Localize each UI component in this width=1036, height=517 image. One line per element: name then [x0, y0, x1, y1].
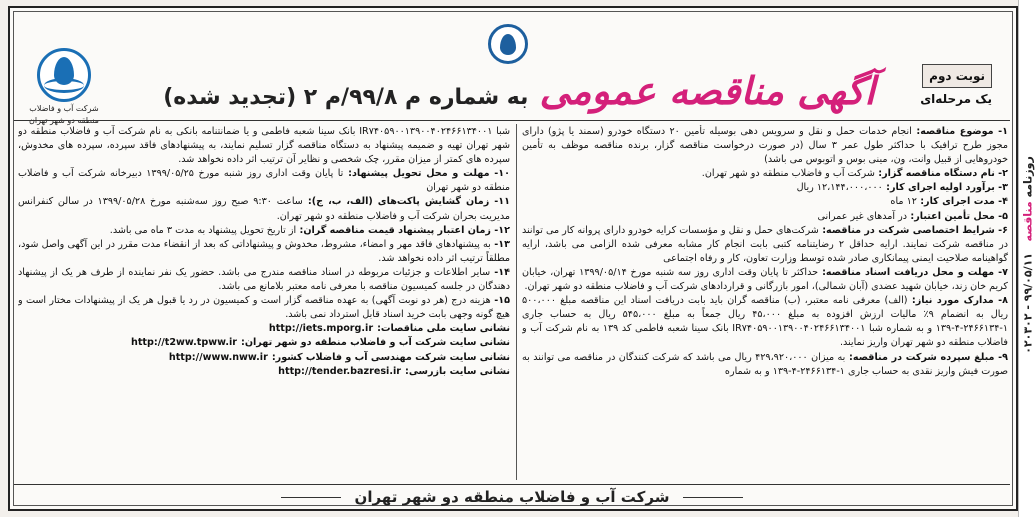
newspaper-brand: مناقصه: [1021, 201, 1035, 242]
clause: [18, 266, 510, 294]
clause: [18, 125, 510, 167]
logo-text-line1: شرکت آب و فاضلاب: [29, 104, 99, 113]
stage-label: یک مرحله‌ای: [920, 92, 992, 106]
website-row: [18, 322, 510, 336]
clause: [522, 224, 1008, 266]
clause: [522, 195, 1008, 209]
clause-label: ۲- نام دستگاه مناقصه گزار:: [874, 168, 1008, 180]
clause-text: ۱۲ ماه: [890, 196, 917, 208]
clause-label: ۱۵-: [490, 295, 510, 307]
clause-label: ۴- مدت اجرای کار:: [916, 196, 1008, 208]
clause-text: ۱۲،۱۴۴،۰۰۰،۰۰۰ ریال: [796, 182, 883, 194]
clause-text: تا پایان وقت اداری روز شنبه مورخ ۱۳۹۹/۰۵/۲۵ دبیرخانه شرکت آب و فاضلاب منطقه دو شهر تهران: [18, 168, 510, 194]
left-column: [18, 125, 510, 455]
newspaper-label: روزنامه: [1021, 156, 1035, 198]
right-column: [522, 125, 1008, 483]
footer: [14, 484, 1010, 508]
clause-text: به پیشنهادهای فاقد مهر و امضاء، مشروط، مخدوش و پیشنهاداتی که بعد از انقضاء مدت مقرر در این آگهی واصل شود، مطلقاً ترتیب اثر داده نخواهد شد.: [18, 238, 510, 264]
title-main: آگهی مناقصه عمومی: [539, 68, 875, 113]
clause-label: ۱۰- مهلت و محل تحویل پیشنهاد:: [343, 168, 510, 180]
clause-label: ۶- شرایط اختصاصی شرکت در مناقصه:: [818, 224, 1008, 236]
clause: [18, 195, 510, 223]
header-divider: [14, 120, 1010, 121]
newspaper-side-strip: [1018, 0, 1036, 517]
clause-label: ۵- محل تأمین اعتبار:: [907, 210, 1008, 222]
clause-label: ۳- برآورد اولیه اجرای کار:: [882, 182, 1008, 194]
clause: [18, 224, 510, 238]
clause: [522, 181, 1008, 195]
website-link[interactable]: http://t2ww.tpww.ir: [131, 337, 237, 349]
clause-label: ۸- مدارک مورد نیاز:: [907, 295, 1008, 307]
round-info: [902, 64, 1008, 112]
clause: [522, 167, 1008, 181]
clause-text: انجام خدمات حمل و نقل و سرویس دهی بوسیله تأمین ۲۰ دستگاه خودرو (سمند یا پژو) دارای مجوز طرح ترافیک با حداکثر طول عمر ۳ سال (در صورت درخواست مناقصه گزار، برنده مناقصه موظف به تأمین خودروهایی از قبیل وانت، ون، مینی بوس و اتوبوس می باشد): [522, 126, 1008, 166]
clause: [522, 210, 1008, 224]
clause-text: شبا IR۷۴۰۵۹۰۰۱۳۹۰۰۴۰۲۴۶۶۱۳۴۰۰۱ بانک سینا شعبه فاطمی و یا ضمانتنامه بانکی به نام شرکت آب و فاضلاب منطقه دو شهر تهران تهیه و ضمیمه پیشنهاد به دستگاه مناقصه گزار تسلیم نمایند، به پیشنهادهای فاقد سپرده، سپرده های مخدوش، سپرده های کمتر از میزان مقرر، چک شخصی و نظایر آن ترتیب اثر داده نخواهد شد.: [18, 126, 510, 166]
issue-date: ۹۹/۰۵/۱۱ - ۰۲۰۳۰۲: [1021, 252, 1035, 354]
company-logo: [20, 48, 108, 130]
clause-text: سایر اطلاعات و جزئیات مربوطه در اسناد مناقصه مندرج می باشد. حضور یک نفر نماینده از طرف هر یک از پیشنهاد دهندگان در جلسه کمیسیون مناقصه با معرفی نامه معتبر بلامانع می باشد.: [18, 266, 510, 293]
tender-number: به شماره م ۹۹/۸/م ۲ (تجدید شده): [163, 85, 529, 110]
clause: [522, 266, 1008, 294]
clause-text: ساعت ۹:۳۰ صبح روز سه‌شنبه مورخ ۱۳۹۹/۰۵/۲۸ در سالن کنفرانس مدیریت بحران شرکت آب و فاضلاب منطقه دو شهر تهران.: [18, 196, 510, 222]
website-row: [18, 365, 510, 379]
website-row: [18, 351, 510, 365]
website-row: [18, 336, 510, 350]
website-label: نشانی سایت شرکت مهندسی آب و فاضلاب کشور:: [271, 351, 510, 363]
footer-company: شرکت آب و فاضلاب منطقه دو شهر تهران: [354, 488, 670, 506]
round-label: نوبت دوم: [922, 64, 992, 88]
website-link[interactable]: http://tender.bazresi.ir: [278, 365, 402, 377]
clause: [18, 238, 510, 266]
clause-label: ۱۴-: [490, 266, 510, 278]
website-label: نشانی سایت بازرسی:: [405, 365, 510, 377]
clause-label: ۹- مبلغ سپرده شرکت در مناقصه:: [845, 351, 1008, 363]
website-link[interactable]: http://iets.mporg.ir: [268, 323, 374, 335]
clause-text: از تاریخ تحویل پیشنهاد به مدت ۳ ماه می باشد.: [109, 224, 297, 236]
clause: [18, 294, 510, 322]
website-label: نشانی سایت شرکت آب و فاضلاب منطقه دو شهر تهران:: [240, 337, 510, 349]
clause-label: ۱۳-: [490, 238, 510, 250]
clause-text: به میزان ۴۲۹،۹۲۰،۰۰۰ ریال می باشد که شرکت کنندگان در مناقصه می توانند به صورت فیش واریز نقدی به حساب جاری ۱-۲۴۶۶۱۳۴-۴-۱۳۹ و به شماره: [522, 351, 1008, 377]
website-label: نشانی سایت ملی مناقصات:: [377, 323, 510, 335]
ad-title: [163, 68, 875, 116]
clause-label: ۷- مهلت و محل دریافت اسناد مناقصه:: [818, 266, 1008, 278]
clause: [522, 125, 1008, 167]
website-link[interactable]: http://www.nww.ir: [168, 351, 268, 363]
water-drop-icon: [488, 24, 528, 64]
clause-label: ۱- موضوع مناقصه:: [911, 126, 1008, 137]
clause-text: شرکت‌های حمل و نقل و مؤسسات کرایه خودرو دارای پروانه کار می توانند در مناقصه شرکت نمایند. ارایه حداقل ۲ رضایتنامه کتبی بابت انجام کار مشابه معرفی شده الزامی می باشد، ارایه گواهینامه صلاحیت ایمنی پیمانکاری صادر شده توسط وزارت تعاون، کار و رفاه اجتماعی: [522, 224, 1008, 264]
column-divider: [516, 124, 517, 480]
clause-text: (الف) معرفی نامه معتبر، (ب) مناقصه گران باید بابت دریافت اسناد این مناقصه مبلغ ۵۰۰،۰۰۰ ریال به انضمام ۹٪ مالیات ارزش افزوده به مبلغ ۴۵،۰۰۰ ریال جمعاً به مبلغ ۵۴۵،۰۰۰ ریال به حساب جاری ۱-۲۴۶۶۱۳۴-۴-۱۳۹ و به شماره شبا IR۷۴۰۵۹۰۰۱۳۹۰۰۴۰۲۴۶۶۱۳۴۰۰۱ بانک سینا شعبه فاطمی کد ۱۳۹ به نام شرکت آب و فاضلاب منطقه دو شهر تهران واریز نمایند.: [522, 295, 1008, 349]
clause-label: ۱۲- زمان اعتبار پیشنهاد قیمت مناقصه گران:: [296, 224, 510, 236]
clause: [18, 167, 510, 195]
clause-text: هزینه درج (هر دو نوبت آگهی) به عهده مناقصه گزار است و کمیسیون در رد یا قبول هر یک از پیشنهادات مختار است و هیچ گونه وجهی بابت خرید اسناد قابل استرداد نمی باشد.: [18, 295, 510, 321]
clause-text: شرکت آب و فاضلاب منطقه دو شهر تهران.: [701, 168, 875, 180]
water-drop-emblem-icon: [37, 48, 91, 102]
clause-text: در آمدهای غیر عمرانی: [817, 210, 908, 222]
clause-label: ۱۱- زمان گشایش پاکت‌های (الف، ب، ج):: [302, 196, 510, 208]
clause-text: حداکثر تا پایان وقت اداری روز سه شنبه مورخ ۱۳۹۹/۰۵/۱۴ تهران، خیابان کریم خان زند، خیابان شهید عضدی (آبان شمالی)، امور بازرگانی و قراردادهای شرکت آب و فاضلاب منطقه دو شهر تهران.: [522, 266, 1008, 293]
